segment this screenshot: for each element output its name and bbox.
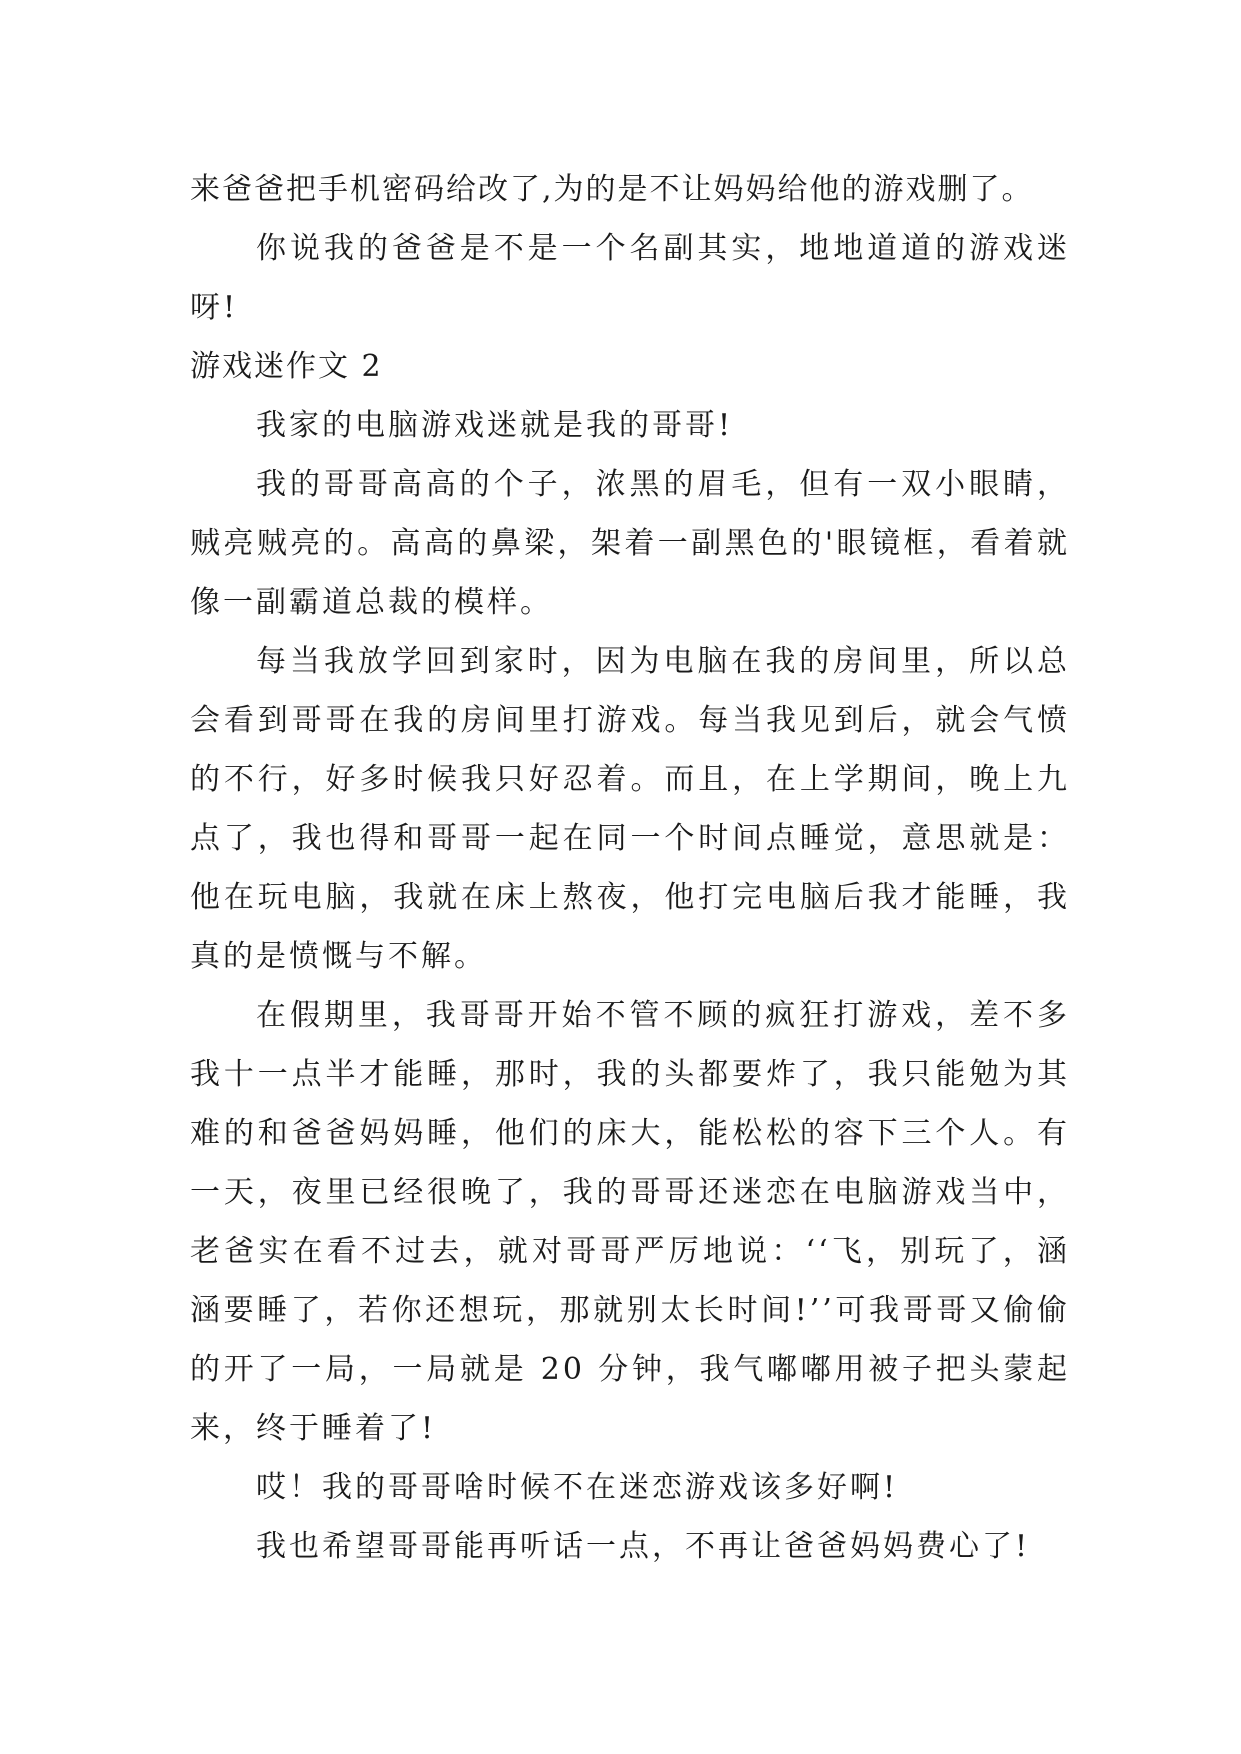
paragraph: 我的哥哥高高的个子，浓黑的眉毛，但有一双小眼睛，贼亮贼亮的。高高的鼻梁，架着一副黑色的'眼镜框，看着就像一副霸道总裁的模样。	[190, 467, 1070, 620]
paragraph: 我也希望哥哥能再听话一点，不再让爸爸妈妈费心了!	[256, 1529, 1031, 1564]
section-heading: 游戏迷作文 2	[190, 349, 383, 384]
paragraph: 在假期里，我哥哥开始不管不顾的疯狂打游戏，差不多我十一点半才能睡，那时，我的头都要炸了，我只能勉为其难的和爸爸妈妈睡，他们的床大，能松松的容下三个人。有一天，夜里已经很晚了，我的哥哥还迷恋在电脑游戏当中，老爸实在看不过去，就对哥哥严厉地说：‘‘飞，别玩了，涵涵要睡了，若你还想玩，那就别太长时间!’’可我哥哥又偷偷的开了一局，一局就是 20 分钟，我气嘟嘟用被子把头蒙起来，终于睡着了!	[190, 998, 1070, 1446]
document-body	[190, 160, 1070, 1576]
paragraph: 你说我的爸爸是不是一个名副其实，地地道道的游戏迷呀!	[190, 231, 1070, 325]
paragraph-continued: 来爸爸把手机密码给改了,为的是不让妈妈给他的游戏删了。	[190, 172, 1034, 207]
paragraph: 我家的电脑游戏迷就是我的哥哥!	[256, 408, 734, 443]
paragraph: 每当我放学回到家时，因为电脑在我的房间里，所以总会看到哥哥在我的房间里打游戏。每当我见到后，就会气愤的不行，好多时候我只好忍着。而且，在上学期间，晚上九点了，我也得和哥哥一起在同一个时间点睡觉，意思就是：他在玩电脑，我就在床上熬夜，他打完电脑后我才能睡，我真的是愤慨与不解。	[190, 644, 1070, 974]
paragraph: 哎！我的哥哥啥时候不在迷恋游戏该多好啊!	[256, 1470, 899, 1505]
